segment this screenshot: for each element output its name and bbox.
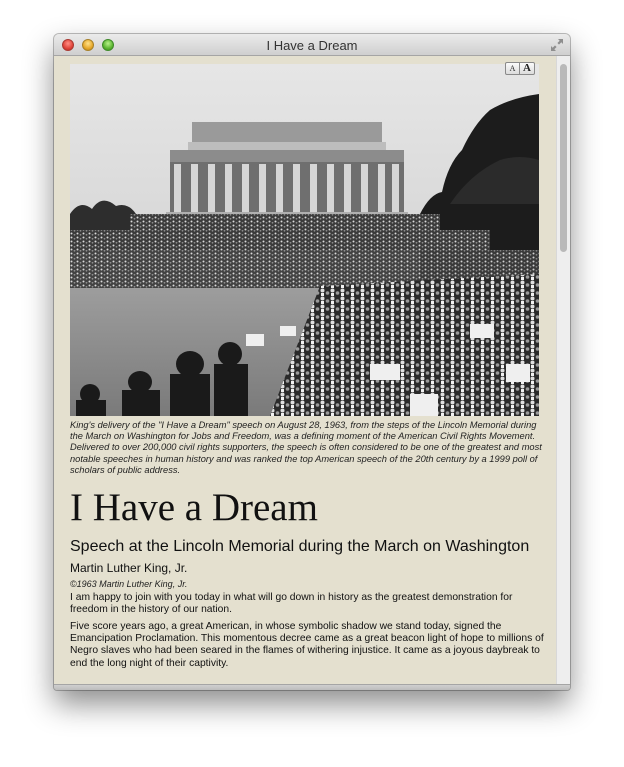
lincoln-memorial-photo xyxy=(70,64,539,416)
article-author: Martin Luther King, Jr. xyxy=(70,561,188,575)
image-caption: King's delivery of the "I Have a Dream" speech on August 28, 1963, from the steps of the Lincoln Memorial during the March on Washington for Jobs and Freedom, was a defining moment of the American Civil Rights Movement. Delivered to over 200,000 civil rights supporters, the speech is often considered to be one of the greatest and most notable speeches in human history and was ranked the top American speech of the 20th century by a 1999 poll of scholars of public address. xyxy=(70,420,542,475)
scrollbar-thumb[interactable] xyxy=(560,64,567,252)
article-subtitle: Speech at the Lincoln Memorial during the March on Washington xyxy=(70,538,530,555)
paragraph: I am happy to join with you today in what will go down in history as the greatest demonstration for freedom in the history of our nation. xyxy=(70,592,513,616)
window-bottom-bar xyxy=(54,684,570,690)
paragraph: Five score years ago, a great American, in whose symbolic shadow we stand today, signed the Emancipation Proclamation. This momentous decree came as a great beacon light of hope to millions of Negro slaves who had been seared in the flames of withering injustice. It came as a joyous daybreak to end the long night of their captivity. xyxy=(70,621,544,669)
fullscreen-arrows-icon[interactable] xyxy=(550,38,564,52)
increase-font-button[interactable]: A xyxy=(520,62,535,75)
font-size-controls xyxy=(505,62,535,75)
copyright-notice: ©1963 Martin Luther King, Jr. xyxy=(70,579,188,589)
window-title: I Have a Dream xyxy=(266,38,358,53)
reader-window xyxy=(54,34,570,690)
article-title: I Have a Dream xyxy=(70,486,318,529)
reader-content[interactable] xyxy=(54,56,556,684)
decrease-font-button[interactable]: A xyxy=(505,62,520,75)
title-bar[interactable] xyxy=(54,34,570,56)
vertical-scrollbar[interactable] xyxy=(556,56,570,684)
photo-illustration xyxy=(70,64,539,416)
